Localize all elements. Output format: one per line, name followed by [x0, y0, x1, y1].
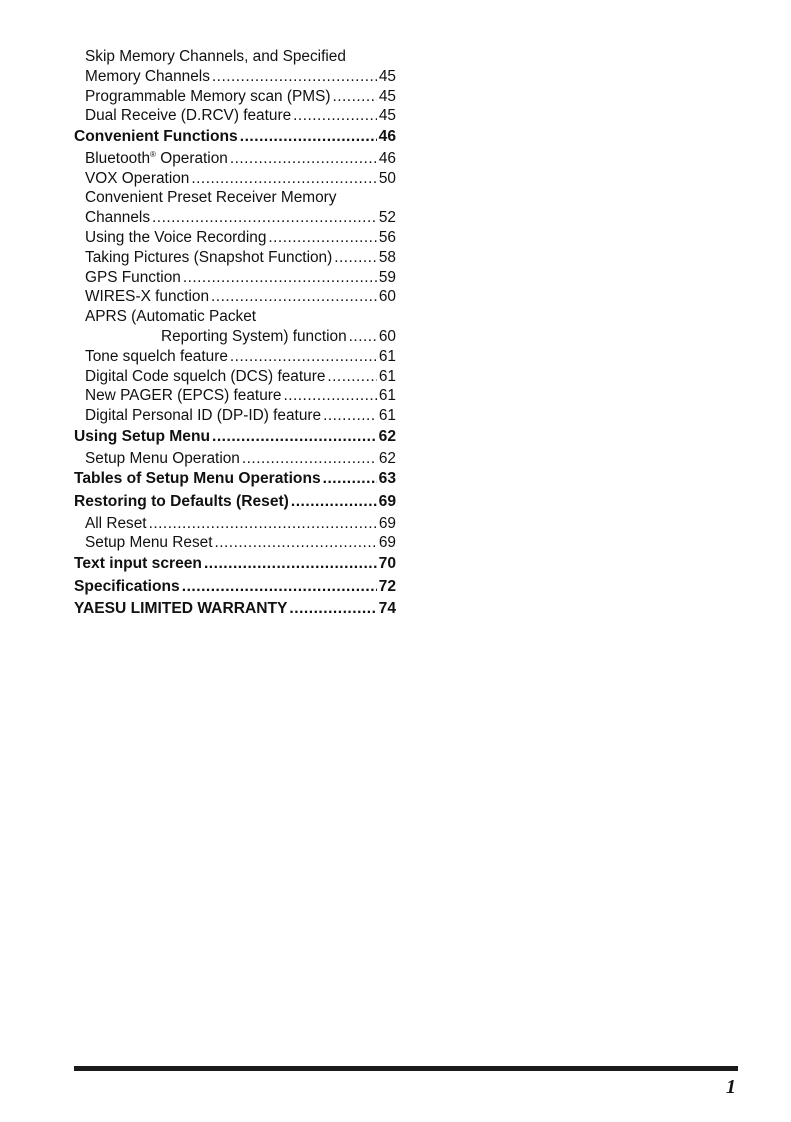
toc-page-number: 61 — [378, 367, 396, 385]
dot-leader — [214, 535, 376, 550]
dot-leader — [323, 408, 377, 423]
toc-entry-epcs[interactable] — [74, 386, 396, 406]
toc-page-number: 69 — [378, 534, 396, 552]
toc-entry-title: Programmable Memory scan (PMS) — [85, 87, 331, 105]
page-number: 1 — [726, 1076, 736, 1098]
registered-mark: ® — [150, 149, 156, 159]
toc-section-title: Specifications — [74, 577, 180, 595]
toc-entry-title: Memory Channels — [85, 67, 210, 85]
dot-leader — [293, 108, 377, 123]
toc-entry-dcs[interactable] — [74, 367, 396, 387]
toc-entry-voice-recording[interactable] — [74, 228, 396, 248]
toc-entry-all-reset[interactable] — [74, 514, 396, 534]
dot-leader — [289, 601, 376, 617]
toc-page-number: 61 — [378, 347, 396, 365]
toc-page-number: 60 — [378, 288, 396, 306]
dot-leader — [183, 270, 377, 285]
toc-entry-pms[interactable] — [74, 87, 396, 107]
toc-page-number: 70 — [378, 555, 396, 573]
dot-leader — [212, 69, 377, 84]
toc-entry-wires-x[interactable] — [74, 287, 396, 307]
toc-page-number: 45 — [378, 107, 396, 125]
toc-entry-title: Convenient Preset Receiver Memory — [85, 189, 337, 207]
toc-page-number: 61 — [378, 407, 396, 425]
toc-entry-title: Digital Code squelch (DCS) feature — [85, 367, 326, 385]
toc-section-title: Using Setup Menu — [74, 427, 211, 445]
toc-entry-title: Channels — [85, 209, 151, 227]
toc-entry-title: All Reset — [85, 514, 147, 532]
dot-leader — [212, 429, 377, 445]
dot-leader — [283, 388, 376, 403]
toc-entry-bluetooth[interactable] — [74, 149, 396, 169]
toc-entry-title: Dual Receive (D.RCV) feature — [85, 107, 292, 125]
toc-entry-aprs-line1 — [74, 307, 396, 327]
toc-entry-setup-menu-operation[interactable] — [74, 449, 396, 469]
toc-section-setup-tables[interactable] — [74, 468, 396, 491]
toc-section-title: Convenient Functions — [74, 128, 238, 146]
toc-page-number: 56 — [378, 228, 396, 246]
toc-page-number: 59 — [378, 268, 396, 286]
toc-entry-vox[interactable] — [74, 169, 396, 189]
toc-section-specifications[interactable] — [74, 576, 396, 599]
dot-leader — [191, 171, 377, 186]
dot-leader — [230, 151, 377, 166]
dot-leader — [242, 451, 377, 466]
toc-entry-title: GPS Function — [85, 268, 181, 286]
toc-entry-title: Digital Personal ID (DP-ID) feature — [85, 407, 322, 425]
toc-section-title: Text input screen — [74, 555, 202, 573]
toc-entry-tone-squelch[interactable] — [74, 347, 396, 367]
toc-entry-gps[interactable] — [74, 268, 396, 288]
toc-page-number: 52 — [378, 209, 396, 227]
toc-entry-skip-memory-line1 — [74, 47, 396, 67]
toc-entry-title: APRS (Automatic Packet — [85, 308, 257, 326]
dot-leader — [268, 230, 377, 245]
toc-page-number: 62 — [378, 427, 396, 445]
toc-page-number: 61 — [378, 387, 396, 405]
dot-leader — [149, 516, 377, 531]
dot-leader — [349, 329, 377, 344]
toc-section-convenient-functions[interactable] — [74, 126, 396, 149]
dot-leader — [152, 210, 377, 225]
toc-entry-title: VOX Operation — [85, 169, 190, 187]
toc-entry-snapshot[interactable] — [74, 248, 396, 268]
toc-page-number: 63 — [378, 470, 396, 488]
toc-page-number: 45 — [378, 67, 396, 85]
toc-entry-setup-menu-reset[interactable] — [74, 533, 396, 553]
toc-entry-dp-id[interactable] — [74, 406, 396, 426]
toc-section-title: Restoring to Defaults (Reset) — [74, 492, 289, 510]
toc-entry-title: Reporting System) function — [161, 327, 347, 345]
toc-section-reset[interactable] — [74, 491, 396, 514]
toc-entry-preset-receiver[interactable] — [74, 208, 396, 228]
dot-leader — [211, 289, 377, 304]
dot-leader — [240, 129, 377, 145]
toc-section-text-input[interactable] — [74, 553, 396, 576]
toc-entry-title: Using the Voice Recording — [85, 228, 267, 246]
dot-leader — [332, 89, 376, 104]
toc-section-title: Tables of Setup Menu Operations — [74, 470, 321, 488]
toc-entry-title-rest: Operation — [155, 149, 228, 167]
toc-page-number: 74 — [378, 600, 396, 618]
toc-entry-title — [85, 149, 228, 169]
toc-page-number: 69 — [378, 514, 396, 532]
toc-entry-title: Skip Memory Channels, and Specified — [85, 48, 346, 65]
toc-entry-title-main: Bluetooth — [85, 149, 151, 167]
footer-rule — [74, 1066, 738, 1071]
toc-entry-title: Setup Menu Reset — [85, 534, 213, 552]
dot-leader — [334, 250, 377, 265]
toc-section-setup-menu[interactable] — [74, 426, 396, 449]
toc-page-number: 72 — [378, 577, 396, 595]
toc-entry-aprs[interactable] — [74, 327, 396, 347]
dot-leader — [327, 369, 377, 384]
toc-page-number: 50 — [378, 169, 396, 187]
dot-leader — [182, 579, 377, 595]
toc-section-title: YAESU LIMITED WARRANTY — [74, 600, 288, 618]
toc-entry-title: Setup Menu Operation — [85, 449, 240, 467]
toc-section-warranty[interactable] — [74, 598, 396, 621]
toc-page-number: 58 — [378, 248, 396, 266]
toc-page-number: 60 — [378, 327, 396, 345]
toc-entry-title: Taking Pictures (Snapshot Function) — [85, 248, 333, 266]
table-of-contents — [74, 47, 396, 621]
toc-entry-preset-receiver-line1 — [74, 188, 396, 208]
dot-leader — [323, 471, 377, 487]
toc-entry-title: New PAGER (EPCS) feature — [85, 387, 282, 405]
dot-leader — [291, 494, 377, 510]
toc-page-number: 62 — [378, 449, 396, 467]
toc-page-number: 46 — [378, 149, 396, 167]
toc-page-number: 69 — [378, 492, 396, 510]
toc-page-number: 45 — [378, 87, 396, 105]
toc-entry-title: Tone squelch feature — [85, 347, 228, 365]
toc-entry-title: WIRES-X function — [85, 288, 210, 306]
toc-entry-skip-memory[interactable] — [74, 67, 396, 87]
dot-leader — [230, 349, 377, 364]
toc-entry-dual-receive[interactable] — [74, 106, 396, 126]
toc-page-number: 46 — [378, 128, 396, 146]
dot-leader — [204, 556, 377, 572]
